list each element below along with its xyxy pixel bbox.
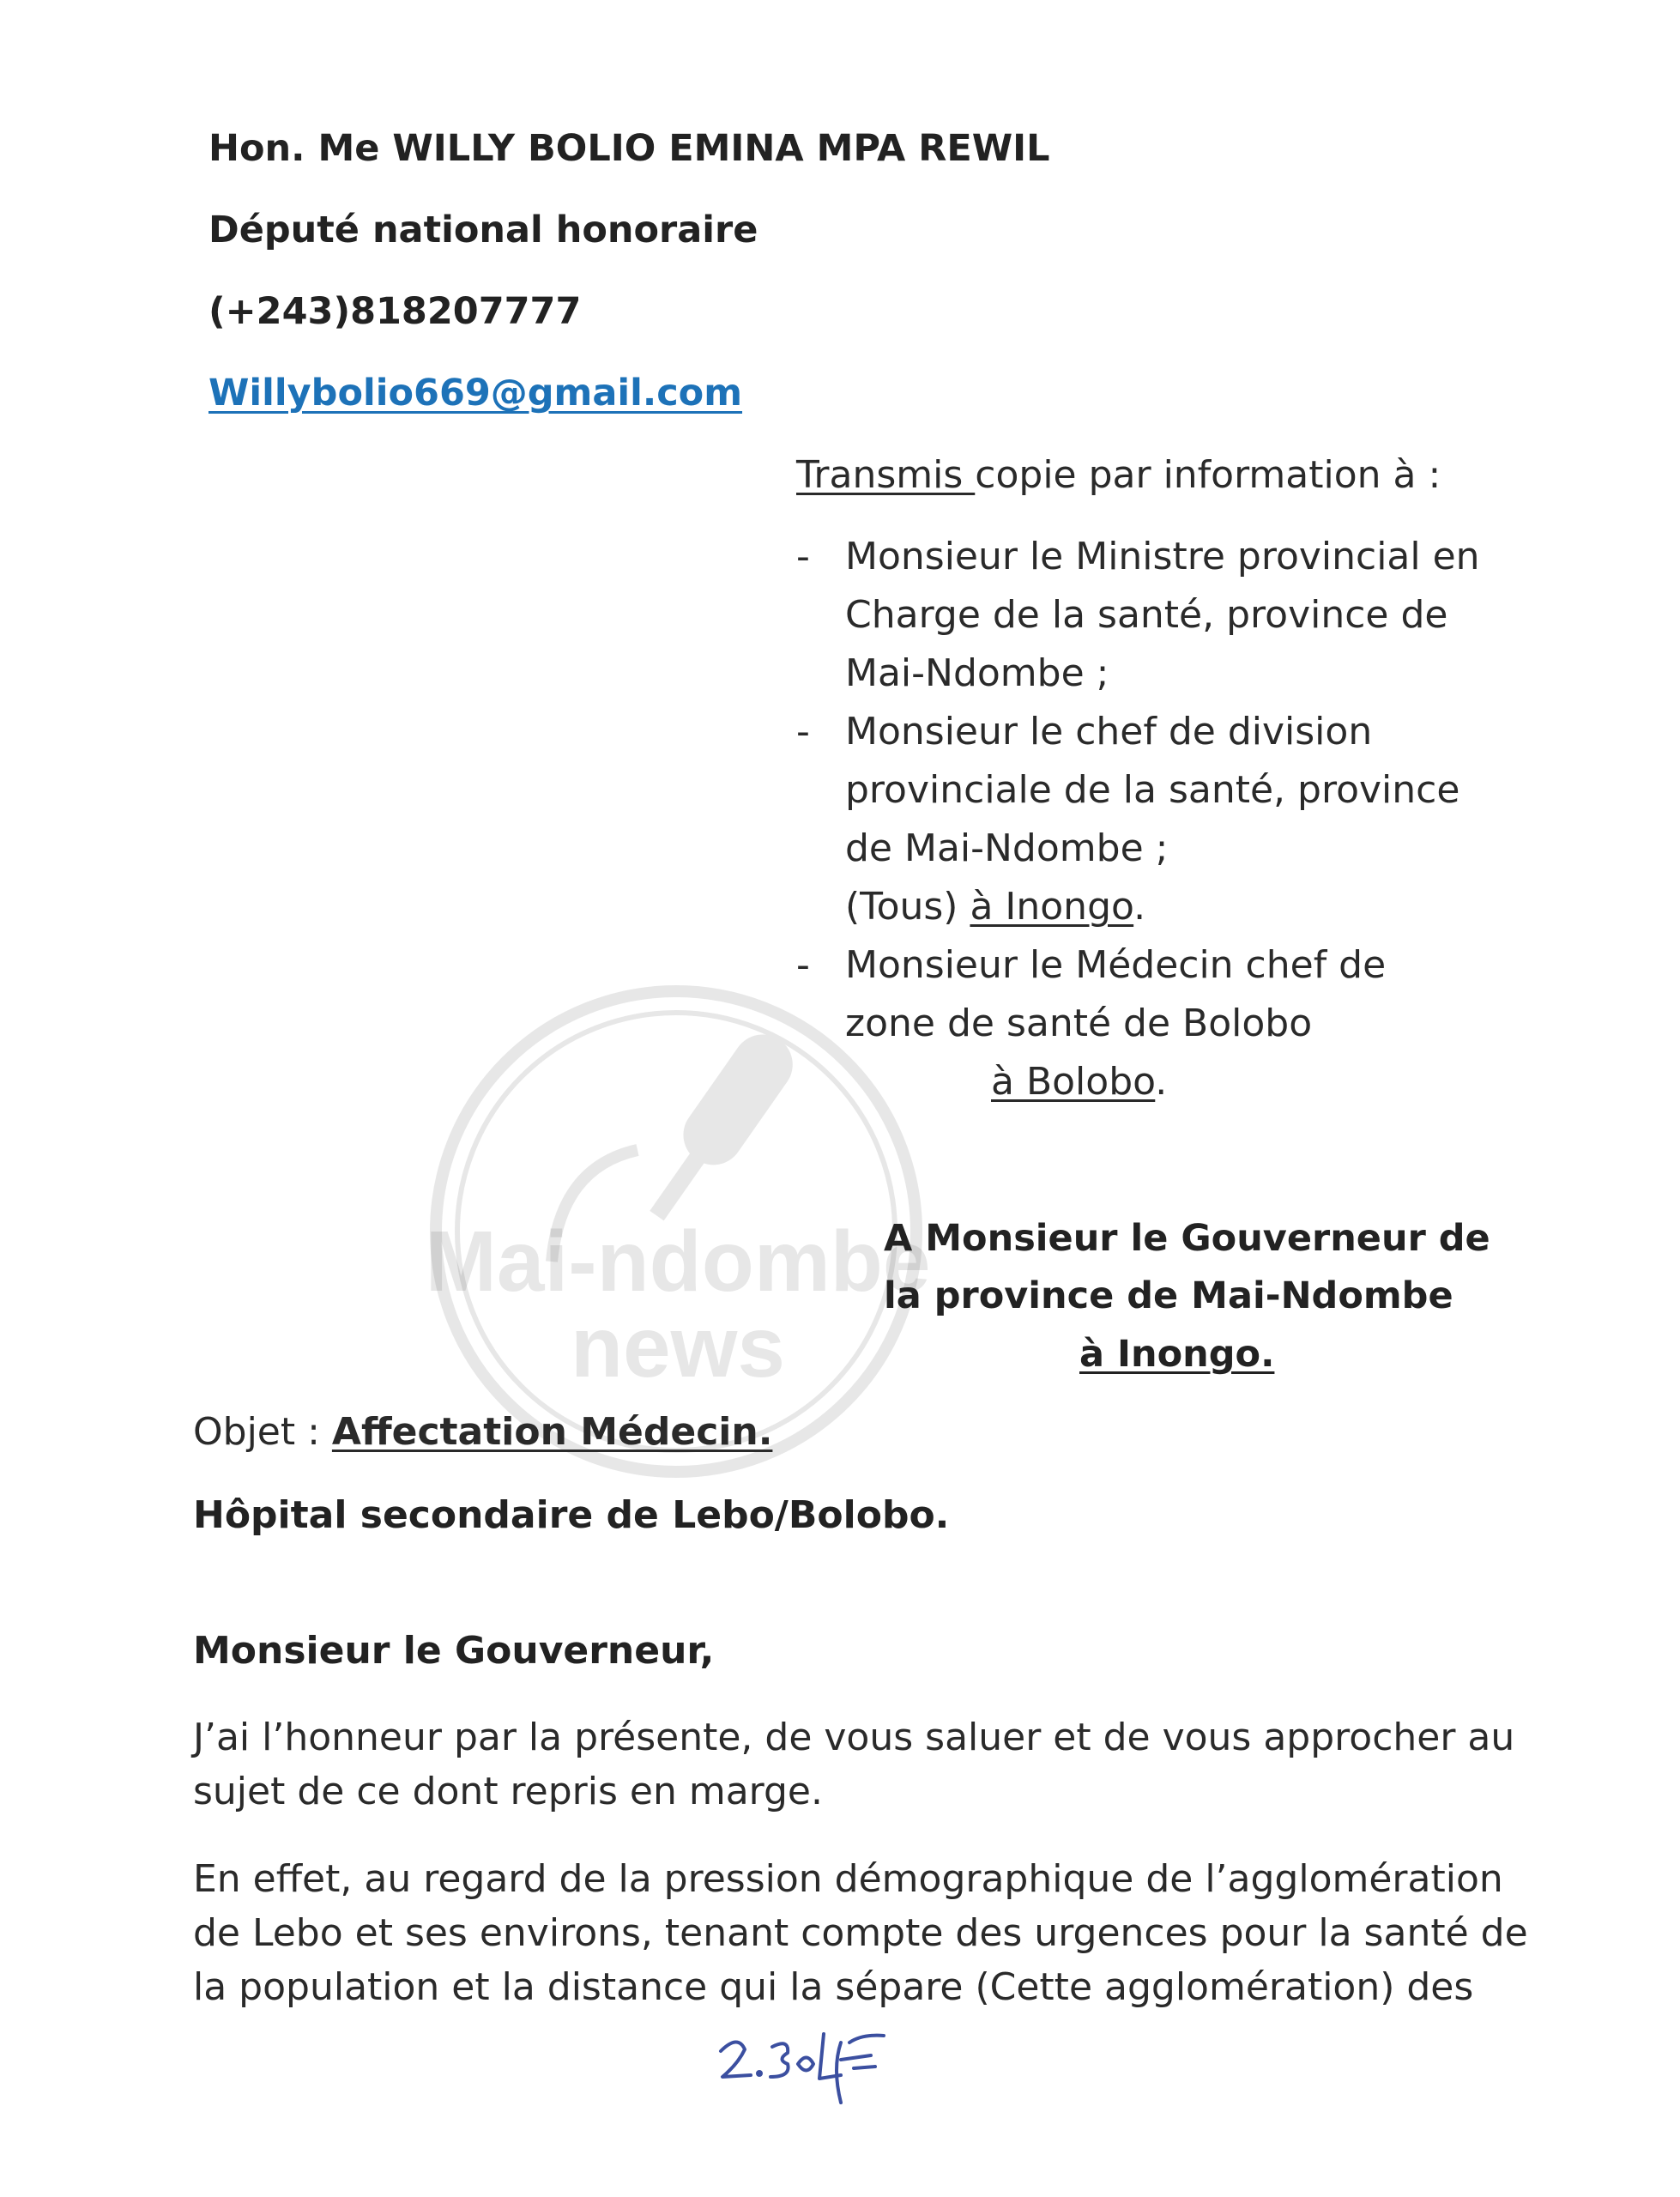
recipient-line: zone de santé de Bolobo — [845, 1002, 1313, 1045]
recipient-line: Mai-Ndombe ; — [845, 651, 1109, 695]
paragraph-line: J’ai l’honneur par la présente, de vous saluer et de vous approcher au — [193, 1716, 1515, 1759]
recipient-line: Monsieur le Ministre provincial en — [845, 535, 1480, 578]
recipient-note-prefix: (Tous) — [845, 885, 970, 929]
watermark-line2: news — [570, 1299, 786, 1395]
signature-initials-icon — [712, 2017, 901, 2111]
transmittal-heading-rest: copie par information à : — [975, 453, 1441, 497]
body-paragraph — [193, 1852, 1528, 2014]
subject-line — [193, 1410, 772, 1454]
transmittal-heading-underlined: Transmis — [796, 453, 976, 497]
list-item — [796, 528, 1534, 703]
recipient-line: provinciale de la santé, province — [845, 768, 1460, 812]
list-item — [796, 703, 1534, 936]
recipient-place-suffix: . — [1155, 1060, 1168, 1104]
body-paragraph — [193, 1710, 1515, 1819]
addressee-place: à Inongo. — [1079, 1333, 1275, 1376]
addressee-line2: la province de Mai-Ndombe — [884, 1274, 1453, 1317]
list-dash: - — [796, 943, 810, 987]
subject-subtitle: Hôpital secondaire de Lebo/Bolobo. — [193, 1493, 950, 1537]
list-item — [796, 936, 1534, 1111]
watermark-text — [420, 1213, 935, 1395]
paragraph-line: En effet, au regard de la pression démographique de l’agglomération — [193, 1857, 1503, 1901]
watermark-line1: Mai-ndombe — [425, 1213, 931, 1310]
sender-name: Hon. Me WILLY BOLIO EMINA MPA REWIL — [208, 127, 1050, 170]
recipient-note — [845, 878, 1534, 936]
recipient-line: de Mai-Ndombe ; — [845, 826, 1169, 870]
recipient-place — [845, 1053, 1534, 1111]
sender-phone: (+243)818207777 — [208, 290, 582, 333]
recipient-note-place: à Inongo — [970, 885, 1134, 929]
paragraph-line: sujet de ce dont repris en marge. — [193, 1770, 823, 1813]
list-dash: - — [796, 710, 810, 754]
transmittal-list — [796, 528, 1534, 1111]
recipient-line: Charge de la santé, province de — [845, 593, 1448, 637]
sender-title: Député national honoraire — [208, 209, 758, 251]
sender-email-link[interactable]: Willybolio669@gmail.com — [208, 372, 743, 415]
recipient-note-suffix: . — [1133, 885, 1146, 929]
transmittal-heading — [796, 453, 1441, 497]
subject-label: Objet : — [193, 1410, 332, 1454]
paragraph-line: la population et la distance qui la sépare (Cette agglomération) des — [193, 1965, 1474, 2009]
salutation: Monsieur le Gouverneur, — [193, 1629, 715, 1673]
recipient-line: Monsieur le chef de division — [845, 710, 1373, 754]
paragraph-line: de Lebo et ses environs, tenant compte des urgences pour la santé de — [193, 1911, 1528, 1955]
sender-email-wrap — [208, 372, 742, 415]
recipient-line: Monsieur le Médecin chef de — [845, 943, 1387, 987]
recipient-place-text: à Bolobo — [991, 1060, 1156, 1104]
list-dash: - — [796, 535, 810, 578]
subject-title: Affectation Médecin. — [331, 1410, 773, 1454]
addressee-line1: A Monsieur le Gouverneur de — [884, 1217, 1490, 1260]
